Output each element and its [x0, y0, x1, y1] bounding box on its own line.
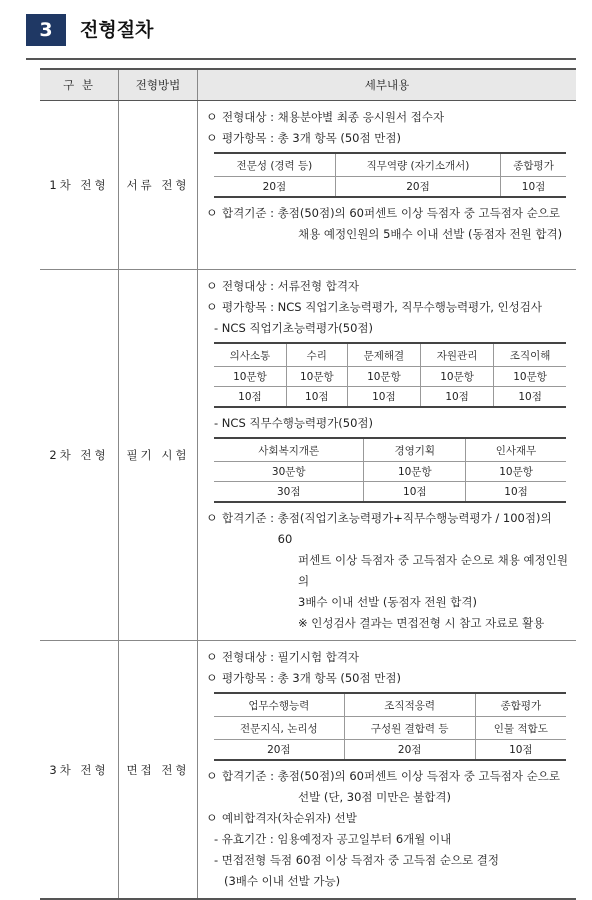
score-cell: 10점 [286, 387, 347, 408]
stage3-target-value: 필기시험 합격자 [277, 650, 360, 664]
score-cell: 30점 [214, 482, 364, 503]
section-number: 3 [26, 14, 66, 46]
stage3-pass-line [206, 766, 568, 787]
stage1-target-label: 전형대상 : [222, 110, 274, 124]
stage3-items-value: 총 3개 항목 (50점 만점) [277, 671, 401, 685]
bullet-icon: ㅇ [206, 811, 218, 825]
stage3-reserve-sub1: - 유효기간 : 임용예정자 공고일부터 6개월 이내 [214, 832, 452, 846]
score-header-cell: 업무수행능력 [214, 693, 344, 717]
stage2-job-table [214, 437, 566, 503]
table-row-stage3 [40, 641, 576, 900]
score-cell: 10문항 [364, 462, 466, 482]
stage1-pass-line [206, 203, 568, 224]
score-cell: 10문항 [286, 367, 347, 387]
section-header [26, 14, 576, 48]
stage1-pass-text2: 채용 예정인원의 5배수 이내 선발 (동점자 전원 합격) [298, 227, 563, 241]
score-cell: 10점 [475, 740, 566, 761]
stage2-items-line [206, 297, 568, 318]
bullet-icon: ㅇ [206, 511, 218, 525]
stage2-pass-note: ※ 인성검사 결과는 면접전형 시 참고 자료로 활용 [298, 616, 545, 630]
col-header-details: 세부내용 [198, 69, 577, 101]
stage1-score-table [214, 152, 566, 198]
stage3-items-line [206, 668, 568, 689]
title-underline [26, 58, 576, 60]
stage2-details [198, 270, 577, 641]
score-header-cell: 자원관리 [420, 343, 493, 367]
score-header-cell: 전문성 (경력 등) [214, 153, 335, 177]
col-header-category: 구 분 [40, 69, 119, 101]
stage3-pass-text2: 선발 (단, 30점 미만은 불합격) [298, 790, 451, 804]
stage3-reserve-sub2: - 면접전형 득점 60점 이상 득점자 중 고득점 순으로 결정 [214, 853, 499, 867]
stage2-pass-label: 합격기준 : [222, 511, 274, 525]
score-header-cell: 의사소통 [214, 343, 286, 367]
bullet-icon: ㅇ [206, 300, 218, 314]
score-header-cell: 직무역량 (자기소개서) [335, 153, 500, 177]
bullet-icon: ㅇ [206, 110, 218, 124]
score-header-cell: 사회복지개론 [214, 438, 364, 462]
bullet-icon: ㅇ [206, 769, 218, 783]
score-cell: 30문항 [214, 462, 364, 482]
score-header-cell: 문제해결 [347, 343, 420, 367]
stage3-reserve-sub3: (3배수 이내 선발 가능) [224, 874, 341, 888]
score-cell: 10점 [364, 482, 466, 503]
stage3-target-line [206, 647, 568, 668]
score-cell: 10점 [466, 482, 566, 503]
stage2-sub2-title: - NCS 직무수행능력평가(50점) [214, 416, 373, 430]
stage2-pass-text1: 총점(직업기초능력평가+직무수행능력평가 / 100점)의 60 [277, 511, 552, 546]
score-cell: 10문항 [347, 367, 420, 387]
section-title: 전형절차 [80, 19, 154, 41]
bullet-icon: ㅇ [206, 279, 218, 293]
stage2-items-label: 평가항목 : [222, 300, 274, 314]
stage3-pass-label: 합격기준 : [222, 769, 274, 783]
selection-process-table [40, 68, 576, 900]
stage1-target-line [206, 107, 568, 128]
score-cell: 20점 [335, 177, 500, 198]
score-cell: 구성원 결합력 등 [344, 717, 475, 740]
stage3-items-label: 평가항목 : [222, 671, 274, 685]
score-cell: 10점 [214, 387, 286, 408]
bullet-icon: ㅇ [206, 131, 218, 145]
stage1-pass-text1: 총점(50점)의 60퍼센트 이상 득점자 중 고득점자 순으로 [277, 206, 560, 220]
score-cell: 10점 [347, 387, 420, 408]
stage2-pass-text3: 3배수 이내 선발 (동점자 전원 합격) [298, 595, 477, 609]
stage3-method: 면접 전형 [119, 641, 198, 900]
stage1-method: 서류 전형 [119, 101, 198, 270]
stage2-pass-line [206, 508, 568, 550]
stage2-target-label: 전형대상 : [222, 279, 274, 293]
score-header-cell: 인사재무 [466, 438, 566, 462]
score-cell: 인물 적합도 [475, 717, 566, 740]
stage2-target-value: 서류전형 합격자 [277, 279, 360, 293]
score-cell: 전문지식, 논리성 [214, 717, 344, 740]
score-cell: 20점 [214, 177, 335, 198]
stage1-items-value: 총 3개 항목 (50점 만점) [277, 131, 401, 145]
score-cell: 10점 [501, 177, 566, 198]
stage1-items-label: 평가항목 : [222, 131, 274, 145]
stage3-reserve: 예비합격자(차순위자) 선발 [222, 811, 357, 825]
stage3-pass-text1: 총점(50점)의 60퍼센트 이상 득점자 중 고득점자 순으로 [277, 769, 560, 783]
score-header-cell: 조직이해 [494, 343, 566, 367]
score-header-cell: 경영기획 [364, 438, 466, 462]
stage3-details [198, 641, 577, 900]
stage3-reserve-line [206, 808, 568, 829]
score-cell: 20점 [344, 740, 475, 761]
stage1-details [198, 101, 577, 270]
table-row-stage1 [40, 101, 576, 270]
stage2-basic-table [214, 342, 566, 408]
stage3-target-label: 전형대상 : [222, 650, 274, 664]
score-cell: 10점 [494, 387, 566, 408]
stage2-method: 필기 시험 [119, 270, 198, 641]
stage3-label: 3차 전형 [40, 641, 119, 900]
score-header-cell: 종합평가 [475, 693, 566, 717]
stage2-pass-text2: 퍼센트 이상 득점자 중 고득점자 순으로 채용 예정인원의 [298, 553, 568, 588]
score-header-cell: 종합평가 [501, 153, 566, 177]
table-row-stage2 [40, 270, 576, 641]
stage2-target-line [206, 276, 568, 297]
score-header-cell: 수리 [286, 343, 347, 367]
bullet-icon: ㅇ [206, 671, 218, 685]
score-cell: 10문항 [214, 367, 286, 387]
bullet-icon: ㅇ [206, 650, 218, 664]
stage3-score-table [214, 692, 566, 761]
stage1-pass-label: 합격기준 : [222, 206, 274, 220]
table-header-row [40, 69, 576, 101]
score-cell: 20점 [214, 740, 344, 761]
score-header-cell: 조직적응력 [344, 693, 475, 717]
score-cell: 10문항 [420, 367, 493, 387]
stage2-label: 2차 전형 [40, 270, 119, 641]
bullet-icon: ㅇ [206, 206, 218, 220]
score-cell: 10문항 [494, 367, 566, 387]
score-cell: 10점 [420, 387, 493, 408]
stage1-target-value: 채용분야별 최종 응시원서 접수자 [277, 110, 445, 124]
stage2-items-value: NCS 직업기초능력평가, 직무수행능력평가, 인성검사 [277, 300, 543, 314]
stage1-items-line [206, 128, 568, 149]
col-header-method: 전형방법 [119, 69, 198, 101]
stage2-sub1-title: - NCS 직업기초능력평가(50점) [214, 321, 373, 335]
stage1-label: 1차 전형 [40, 101, 119, 270]
score-cell: 10문항 [466, 462, 566, 482]
